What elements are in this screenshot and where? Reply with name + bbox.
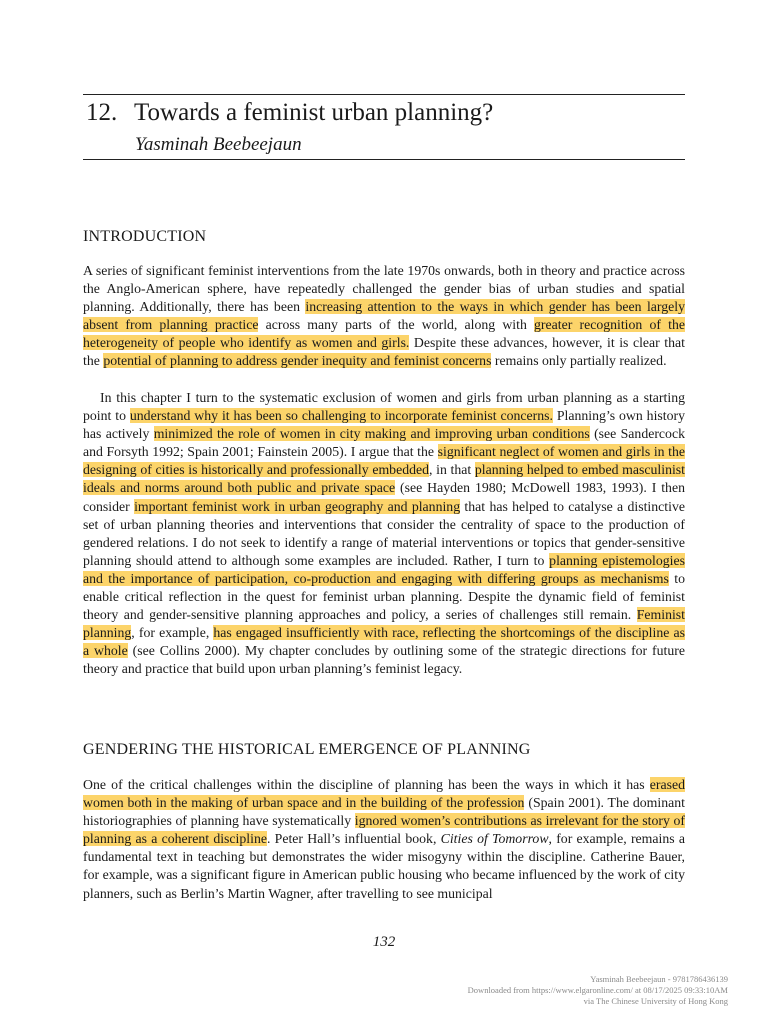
chapter-number: 12. bbox=[86, 99, 118, 126]
highlighted-text: erased women both in the making of urban space and in the building of the profession bbox=[83, 777, 685, 811]
highlighted-text: greater recognition of the heterogeneity of people who identify as women and girls. bbox=[83, 317, 685, 351]
text-run: . Peter Hall’s influential book, bbox=[266, 831, 441, 847]
section-heading-introduction: INTRODUCTION bbox=[83, 228, 207, 245]
highlighted-text: important feminist work in urban geography and planning bbox=[134, 498, 461, 514]
text-run: that has helped to catalyse a distinctive set of urban planning theories and interventions that consider the centrality of space to the production of gendered relations. I do not seek to identify a range of material interventions or topics that gender-sensitive planning should attend to although some examples are included. Rather, I turn to bbox=[83, 498, 685, 568]
highlighted-text: planning epistemologies and the importance of participation, co-production and engaging with differing groups as mechanisms bbox=[83, 552, 686, 586]
highlighted-text: minimized the role of women in city making and improving urban conditions bbox=[153, 426, 590, 442]
book-title: Cities of Tomorrow bbox=[440, 831, 549, 847]
text-run: A series of significant feminist interventions from the late 1970s onwards, both in theory and practice across the Anglo-American sphere, have repeatedly challenged the gender bias of urban studies and spatial planning. Additionally, there has been bbox=[83, 263, 685, 315]
text-run: One of the critical challenges within the discipline of planning has been the ways in which it has bbox=[83, 777, 650, 792]
top-rule bbox=[83, 94, 685, 95]
highlighted-text: ignored women’s contributions as irrelevant for the story of planning as a coherent discipline bbox=[83, 813, 685, 847]
text-run: Despite these advances, however, it is clear that the bbox=[83, 335, 685, 369]
highlighted-text: has engaged insufficiently with race, reflecting the shortcomings of the discipline as a whole bbox=[83, 625, 685, 659]
highlighted-text: understand why it has been so challenging to incorporate feminist concerns. bbox=[129, 408, 553, 424]
text-run: remains only partially realized. bbox=[491, 353, 667, 369]
footer-line: Yasminah Beebeejaun - 9781786436139 bbox=[590, 974, 728, 984]
download-footer bbox=[468, 974, 728, 1007]
text-run: , for example, bbox=[131, 625, 214, 641]
text-run: , in that bbox=[429, 462, 475, 478]
chapter-author: Yasminah Beebeejaun bbox=[135, 134, 302, 155]
text-run: , for example, remains a fundamental text in teaching but demonstrates the wider misogyny within the discipline. Catherine Bauer, for example, was a significant figure in American public housing who became influenced by the work of city planners, such as Berlin’s Martin Wagner, after travelling to see municipal bbox=[83, 831, 685, 901]
text-run: to enable critical reflection in the quest for feminist urban planning. Despite the dynamic field of feminist theory and gender-sensitive planning approaches and policy, a series of challenges still remain. bbox=[83, 570, 685, 623]
body-paragraph bbox=[83, 776, 685, 903]
highlighted-text: increasing attention to the ways in which gender has been largely absent from planning practice bbox=[83, 299, 685, 333]
chapter-title bbox=[86, 97, 493, 129]
text-run: (Spain 2001). The dominant historiographies of planning have systematically bbox=[83, 795, 685, 829]
text-run: (see Sandercock and Forsyth 1992; Spain 2001; Fainstein 2005). I argue that the bbox=[83, 426, 685, 460]
footer-line: via The Chinese University of Hong Kong bbox=[583, 996, 728, 1006]
highlighted-text: Feminist planning bbox=[83, 607, 685, 641]
text-run: Planning’s own history has actively bbox=[83, 408, 685, 442]
text-run: across many parts of the world, along with bbox=[258, 317, 535, 333]
footer-line: Downloaded from https://www.elgaronline.com/ at 08/17/2025 09:33:10AM bbox=[467, 985, 728, 995]
bottom-rule bbox=[83, 159, 685, 160]
highlighted-text: significant neglect of women and girls in the designing of cities is historically and professionally embedded bbox=[83, 444, 686, 478]
page-number: 132 bbox=[372, 934, 396, 950]
chapter-title-text: Towards a feminist urban planning? bbox=[134, 99, 494, 126]
text-run: (see Collins 2000). My chapter concludes by outlining some of the strategic directions for future theory and practice that build upon urban planning’s feminist legacy. bbox=[83, 643, 685, 677]
body-paragraph bbox=[83, 389, 685, 679]
body-paragraph bbox=[83, 262, 685, 371]
text-run: In this chapter I turn to the systematic exclusion of women and girls from urban planning as a starting point to bbox=[83, 390, 685, 424]
highlighted-text: planning helped to embed masculinist ideals and norms around both public and private space bbox=[83, 462, 686, 496]
highlighted-text: potential of planning to address gender inequity and feminist concerns bbox=[103, 353, 492, 369]
text-run: (see Hayden 1980; McDowell 1983, 1993). I then consider bbox=[83, 480, 685, 514]
section-heading-historical-emergence: GENDERING THE HISTORICAL EMERGENCE OF PLANNING bbox=[83, 741, 531, 758]
